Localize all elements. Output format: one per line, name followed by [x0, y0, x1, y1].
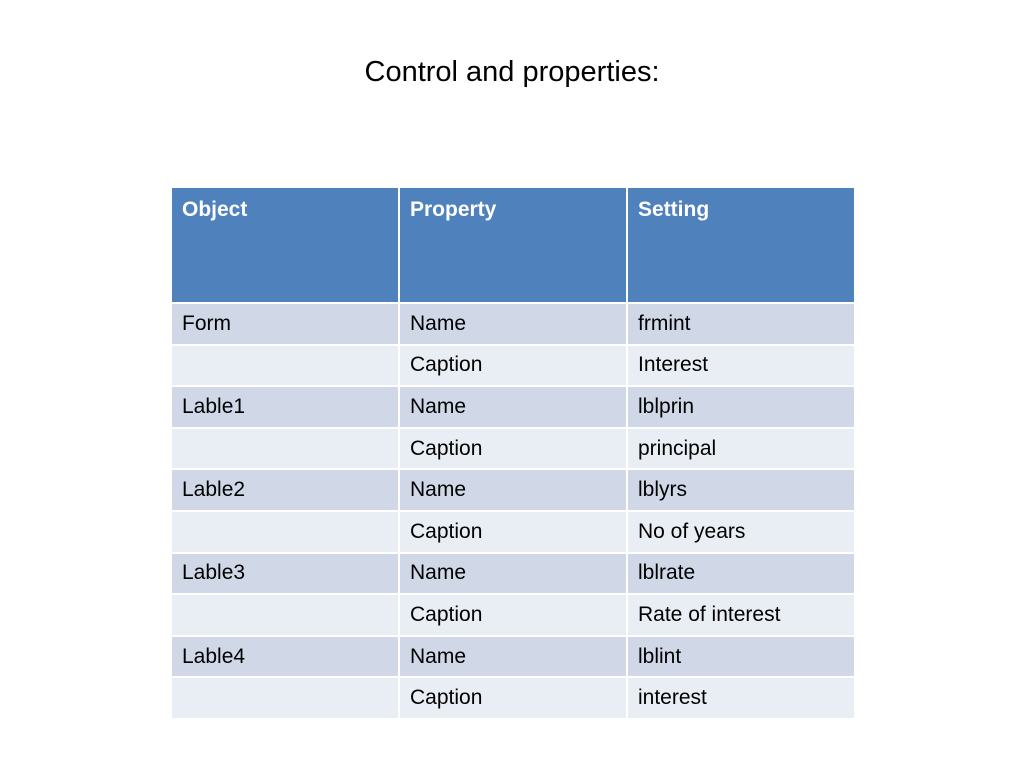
cell-setting: lblint — [627, 636, 855, 678]
table-row — [171, 386, 855, 428]
cell-setting: frmint — [627, 303, 855, 345]
cell-setting: principal — [627, 428, 855, 470]
cell-property: Name — [399, 636, 627, 678]
header-setting: Setting — [627, 187, 855, 303]
table-row — [171, 636, 855, 678]
cell-setting: Interest — [627, 345, 855, 387]
table-header-row — [171, 187, 855, 303]
cell-object — [171, 345, 399, 387]
table-row — [171, 594, 855, 636]
cell-setting: lblyrs — [627, 469, 855, 511]
cell-property: Caption — [399, 428, 627, 470]
slide-title: Control and properties: — [364, 56, 660, 88]
cell-setting: lblrate — [627, 553, 855, 595]
cell-setting: Rate of interest — [627, 594, 855, 636]
table-row — [171, 511, 855, 553]
table-row — [171, 553, 855, 595]
header-property: Property — [399, 187, 627, 303]
cell-setting: interest — [627, 677, 855, 719]
table-row — [171, 469, 855, 511]
table-row — [171, 677, 855, 719]
cell-object: Form — [171, 303, 399, 345]
cell-object: Lable4 — [171, 636, 399, 678]
cell-setting: No of years — [627, 511, 855, 553]
table-row — [171, 428, 855, 470]
cell-property: Name — [399, 469, 627, 511]
cell-property: Name — [399, 553, 627, 595]
cell-property: Caption — [399, 594, 627, 636]
table-row — [171, 303, 855, 345]
cell-object — [171, 428, 399, 470]
cell-setting: lblprin — [627, 386, 855, 428]
cell-property: Name — [399, 386, 627, 428]
cell-object — [171, 511, 399, 553]
cell-object: Lable2 — [171, 469, 399, 511]
cell-object — [171, 594, 399, 636]
header-object: Object — [171, 187, 399, 303]
properties-table — [170, 186, 856, 720]
cell-object — [171, 677, 399, 719]
cell-property: Name — [399, 303, 627, 345]
cell-property: Caption — [399, 345, 627, 387]
cell-object: Lable3 — [171, 553, 399, 595]
cell-property: Caption — [399, 677, 627, 719]
table-row — [171, 345, 855, 387]
cell-object: Lable1 — [171, 386, 399, 428]
cell-property: Caption — [399, 511, 627, 553]
